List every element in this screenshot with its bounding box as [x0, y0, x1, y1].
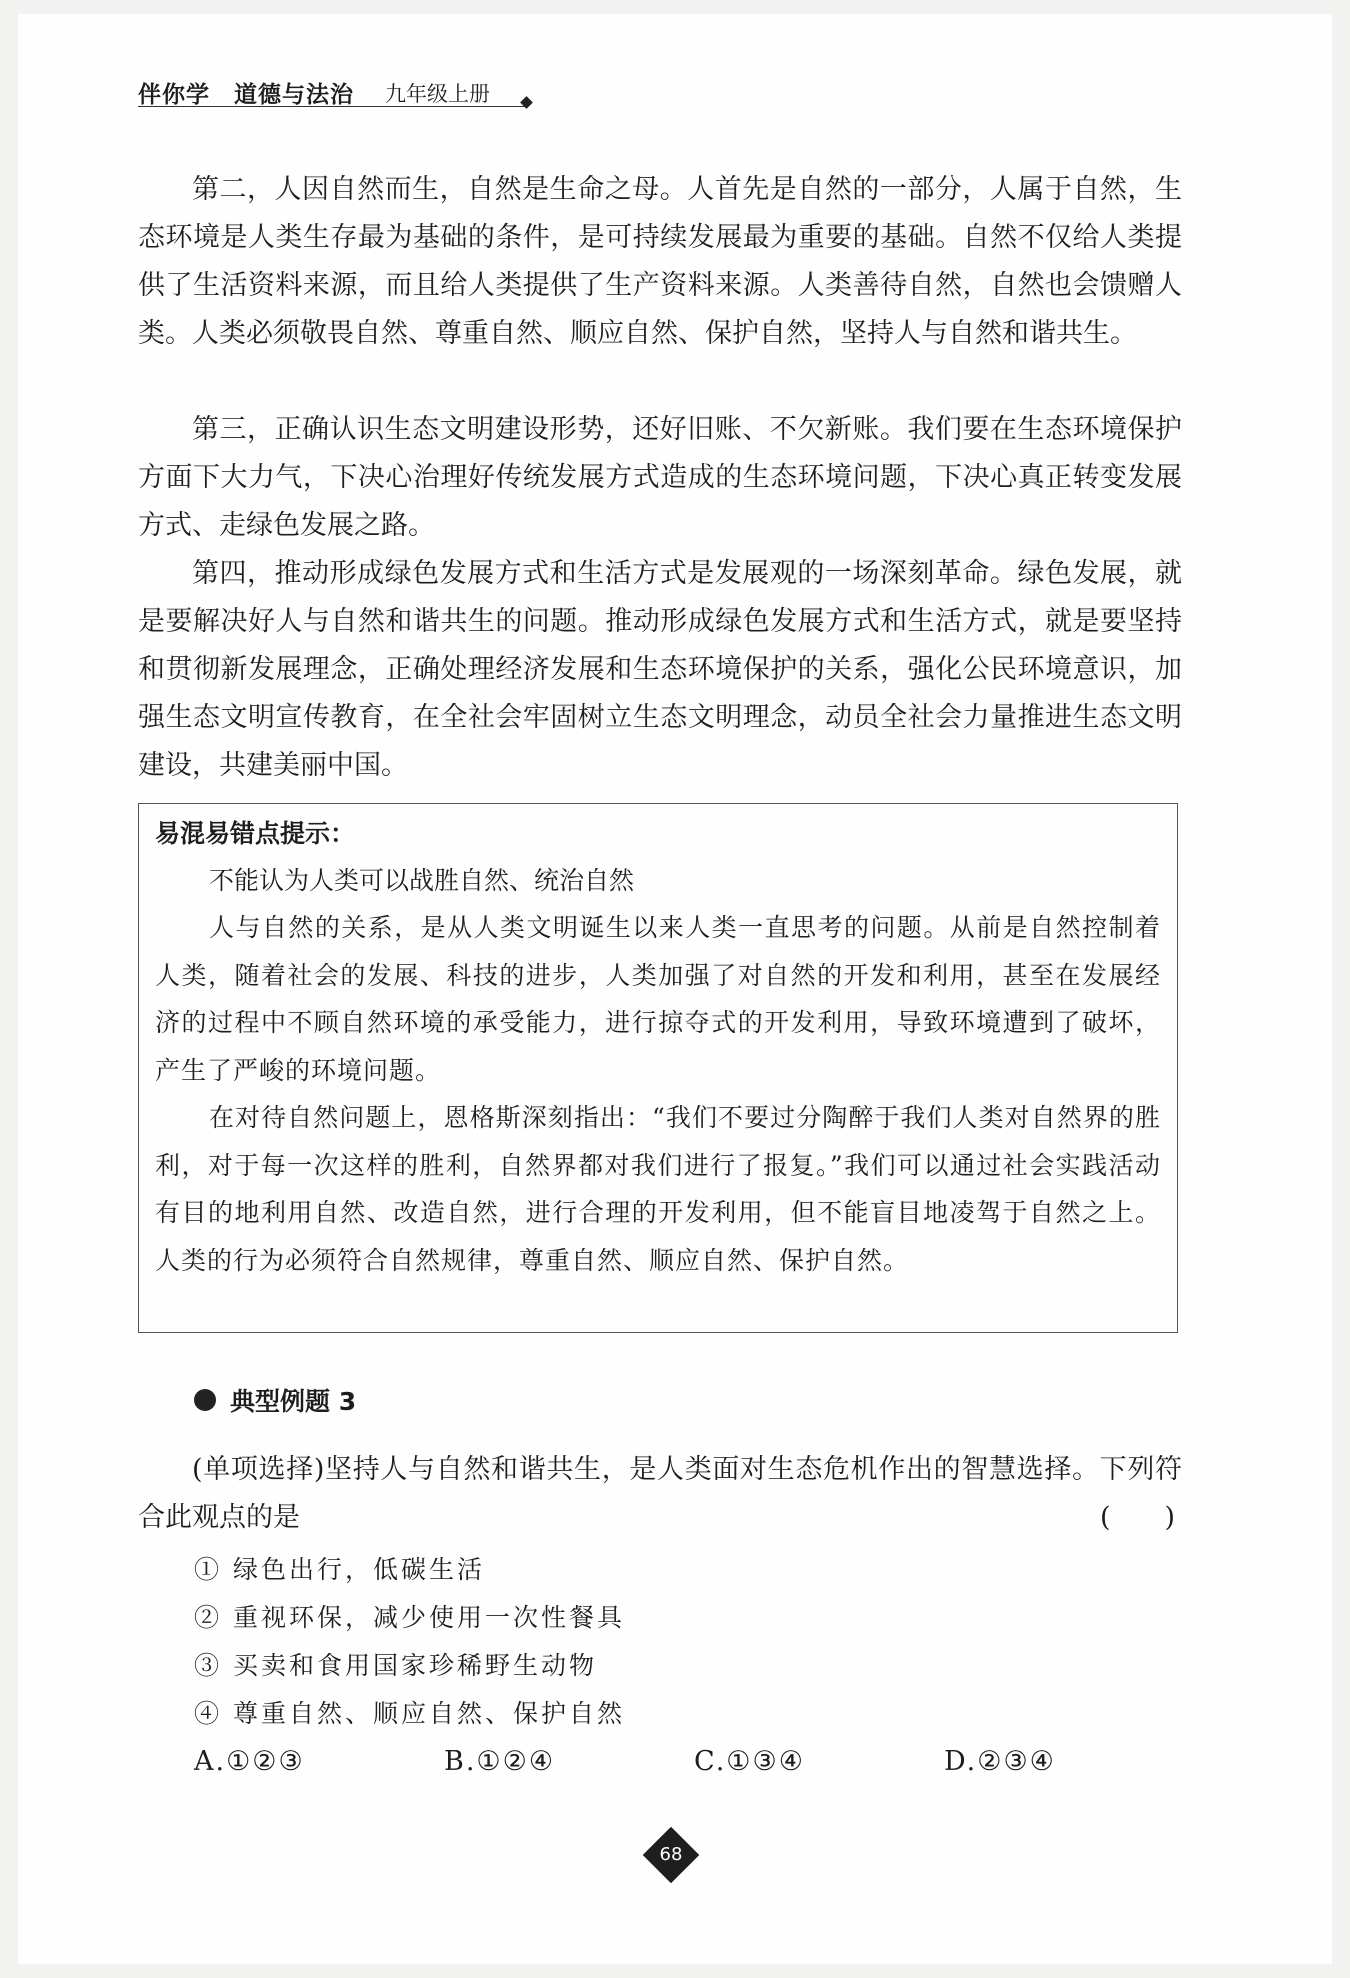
paragraph-second: 第二，人因自然而生，自然是生命之母。人首先是自然的一部分，人属于自然，生态环境是人类生存最为基础的条件，是可持续发展最为重要的基础。自然不仅给人类提供了生活资料来源，而且给人类提供了生产资料来源。人类善待自然，自然也会馈赠人类。人类必须敬畏自然、尊重自然、顺应自然、保护自然，坚持人与自然和谐共生。 — [138, 174, 1182, 349]
option-item: ② 重视环保，减少使用一次性餐具 — [194, 1603, 625, 1632]
example-heading — [194, 1382, 356, 1418]
choice-d: D.②③④ — [944, 1746, 1056, 1777]
option-item: ① 绿色出行，低碳生活 — [194, 1555, 485, 1584]
tip-box-title: 易混易错点提示： — [155, 819, 356, 848]
question-stem: (单项选择)坚持人与自然和谐共生，是人类面对生态危机作出的智慧选择。下列符合此观点的是 — [138, 1454, 1182, 1533]
tip-box-subtitle: 不能认为人类可以战胜自然、统治自然 — [209, 866, 635, 895]
paragraph-fourth: 第四，推动形成绿色发展方式和生活方式是发展观的一场深刻革命。绿色发展，就是要解决好人与自然和谐共生的问题。推动形成绿色发展方式和生活方式，就是要坚持和贯彻新发展理念，正确处理经济发展和生态环境保护的关系，强化公民环境意识，加强生态文明宣传教育，在全社会牢固树立生态文明理念，动员全社会力量推进生态文明建设，共建美丽中国。 — [138, 558, 1182, 781]
choice-b: B.①②④ — [444, 1746, 556, 1777]
page-number: 68 — [659, 1844, 683, 1865]
header-grade: 九年级上册 — [385, 82, 490, 106]
example-heading-text: 典型例题 3 — [230, 1387, 357, 1416]
choice-c: C.①③④ — [694, 1746, 805, 1777]
page-number-badge — [642, 1826, 700, 1884]
tip-box-paragraph: 人与自然的关系，是从人类文明诞生以来人类一直思考的问题。从前是自然控制着人类，随着社会的发展、科技的进步，人类加强了对自然的开发和利用，甚至在发展经济的过程中不顾自然环境的承受能力，进行掠夺式的开发利用，导致环境遭到了破坏，产生了严峻的环境问题。 — [155, 913, 1161, 1085]
header-subject: 道德与法治 — [234, 82, 354, 108]
option-item: ③ 买卖和食用国家珍稀野生动物 — [194, 1651, 597, 1680]
paragraph-third: 第三，正确认识生态文明建设形势，还好旧账、不欠新账。我们要在生态环境保护方面下大力气，下决心治理好传统发展方式造成的生态环境问题，下决心真正转变发展方式、走绿色发展之路。 — [138, 414, 1182, 541]
running-header — [138, 76, 528, 107]
bullet-dot-icon — [194, 1389, 216, 1411]
answer-blank: ( ) — [1100, 1502, 1176, 1533]
header-book-title: 伴你学 — [138, 82, 210, 108]
tip-box-paragraph: 在对待自然问题上，恩格斯深刻指出：“我们不要过分陶醉于我们人类对自然界的胜利，对于每一次这样的胜利，自然界都对我们进行了报复。”我们可以通过社会实践活动有目的地利用自然、改造自然，进行合理的开发利用，但不能盲目地凌驾于自然之上。人类的行为必须符合自然规律，尊重自然、顺应自然、保护自然。 — [155, 1103, 1161, 1275]
tip-box — [138, 803, 1178, 1333]
choice-a: A.①②③ — [194, 1746, 305, 1777]
option-item: ④ 尊重自然、顺应自然、保护自然 — [194, 1699, 625, 1728]
